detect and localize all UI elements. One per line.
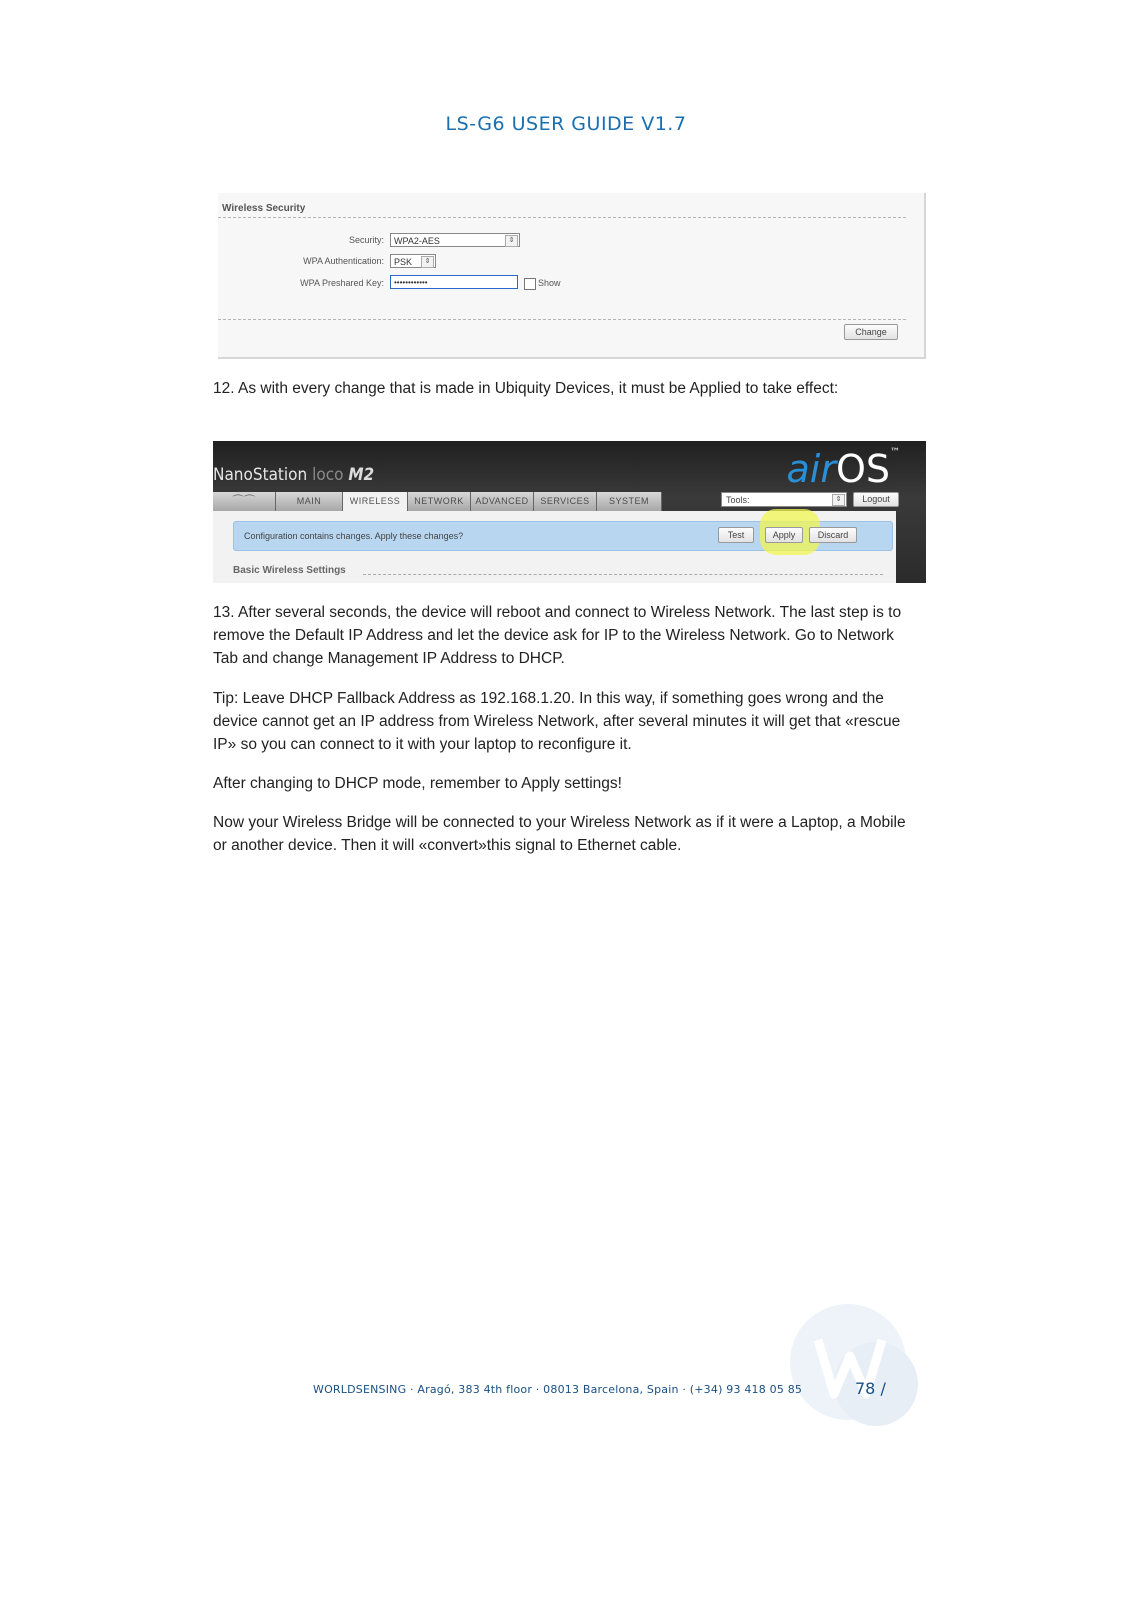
changes-notice-text: Configuration contains changes. Apply these changes? [244, 531, 464, 541]
test-button[interactable]: Test [718, 527, 754, 543]
tools-select[interactable] [721, 492, 847, 507]
airos-screenshot [213, 441, 926, 583]
chevron-updown-icon: ⇕ [832, 494, 845, 506]
after-change-text: After changing to DHCP mode, remember to Apply settings! [213, 775, 622, 792]
page-number: 78 / [855, 1379, 886, 1398]
footer-address: WORLDSENSING · Aragó, 383 4th floor · 08013 Barcelona, Spain · (+34) 93 418 05 85 [313, 1383, 803, 1396]
wireless-security-screenshot [218, 193, 926, 359]
airos-logo [787, 447, 901, 491]
airos-os: OS [835, 447, 890, 491]
security-label: Security: [348, 235, 384, 245]
wpa-auth-select[interactable] [390, 254, 436, 268]
apply-button[interactable]: Apply [765, 527, 803, 543]
wireless-security-title: Wireless Security [222, 203, 306, 214]
discard-button[interactable]: Discard [809, 527, 857, 543]
tab-system[interactable]: SYSTEM [597, 492, 662, 511]
device-model [213, 465, 374, 485]
model-loco: loco [312, 465, 344, 485]
wpa-key-input[interactable]: •••••••••••• [390, 275, 518, 289]
ubiquiti-logo-icon: ⌒⌒ [232, 495, 256, 507]
security-select[interactable] [390, 233, 520, 247]
divider [218, 217, 906, 218]
show-label: Show [538, 278, 561, 288]
change-button[interactable]: Change [844, 324, 898, 340]
chevron-updown-icon: ⇕ [505, 235, 518, 247]
tab-main[interactable]: MAIN [276, 492, 343, 511]
final-note-text: Now your Wireless Bridge will be connected to your Wireless Network as if it were a Laptop, a Mobile or another device. Then it will «convert»this signal to Ethernet cable. [213, 814, 906, 854]
show-checkbox[interactable] [524, 278, 536, 290]
airos-air: air [786, 447, 836, 491]
document-title: LS-G6 USER GUIDE V1.7 [445, 113, 687, 135]
divider [363, 574, 883, 575]
worldsensing-w-logo-icon [790, 1300, 920, 1430]
tab-services[interactable]: SERVICES [534, 492, 597, 511]
tab-advanced[interactable]: ADVANCED [471, 492, 534, 511]
tab-network[interactable]: NETWORK [408, 492, 471, 511]
tab-wireless[interactable]: WIRELESS [343, 492, 408, 513]
airos-tm: ™ [890, 447, 900, 458]
basic-wireless-settings-title: Basic Wireless Settings [233, 565, 346, 576]
tools-label: Tools: [726, 495, 750, 505]
tip-text: Tip: Leave DHCP Fallback Address as 192.168.1.20. In this way, if something goes wrong and the device cannot get an IP address from Wireless Network, after several minutes it will get that «rescue IP» so you can connect to it with your laptop to reconfigure it. [213, 690, 901, 753]
wpa-key-label: WPA Preshared Key: [300, 278, 384, 288]
model-m2: M2 [348, 465, 375, 485]
tab-ubnt-logo[interactable] [213, 492, 276, 511]
chevron-updown-icon: ⇕ [421, 256, 434, 268]
divider [218, 319, 906, 320]
wpa-auth-value: PSK [394, 257, 413, 267]
model-name: NanoStation [213, 465, 308, 485]
wpa-auth-label: WPA Authentication: [303, 256, 384, 266]
logout-button[interactable]: Logout [853, 492, 899, 507]
security-value: WPA2-AES [394, 236, 440, 246]
step-12-text: 12. As with every change that is made in Ubiquity Devices, it must be Applied to take effect: [213, 380, 839, 397]
step-13-text: 13. After several seconds, the device will reboot and connect to Wireless Network. The last step is to remove the Default IP Address and let the device ask for IP to the Wireless Network. Go to Network Tab and change Management IP Address to DHCP. [213, 604, 902, 667]
